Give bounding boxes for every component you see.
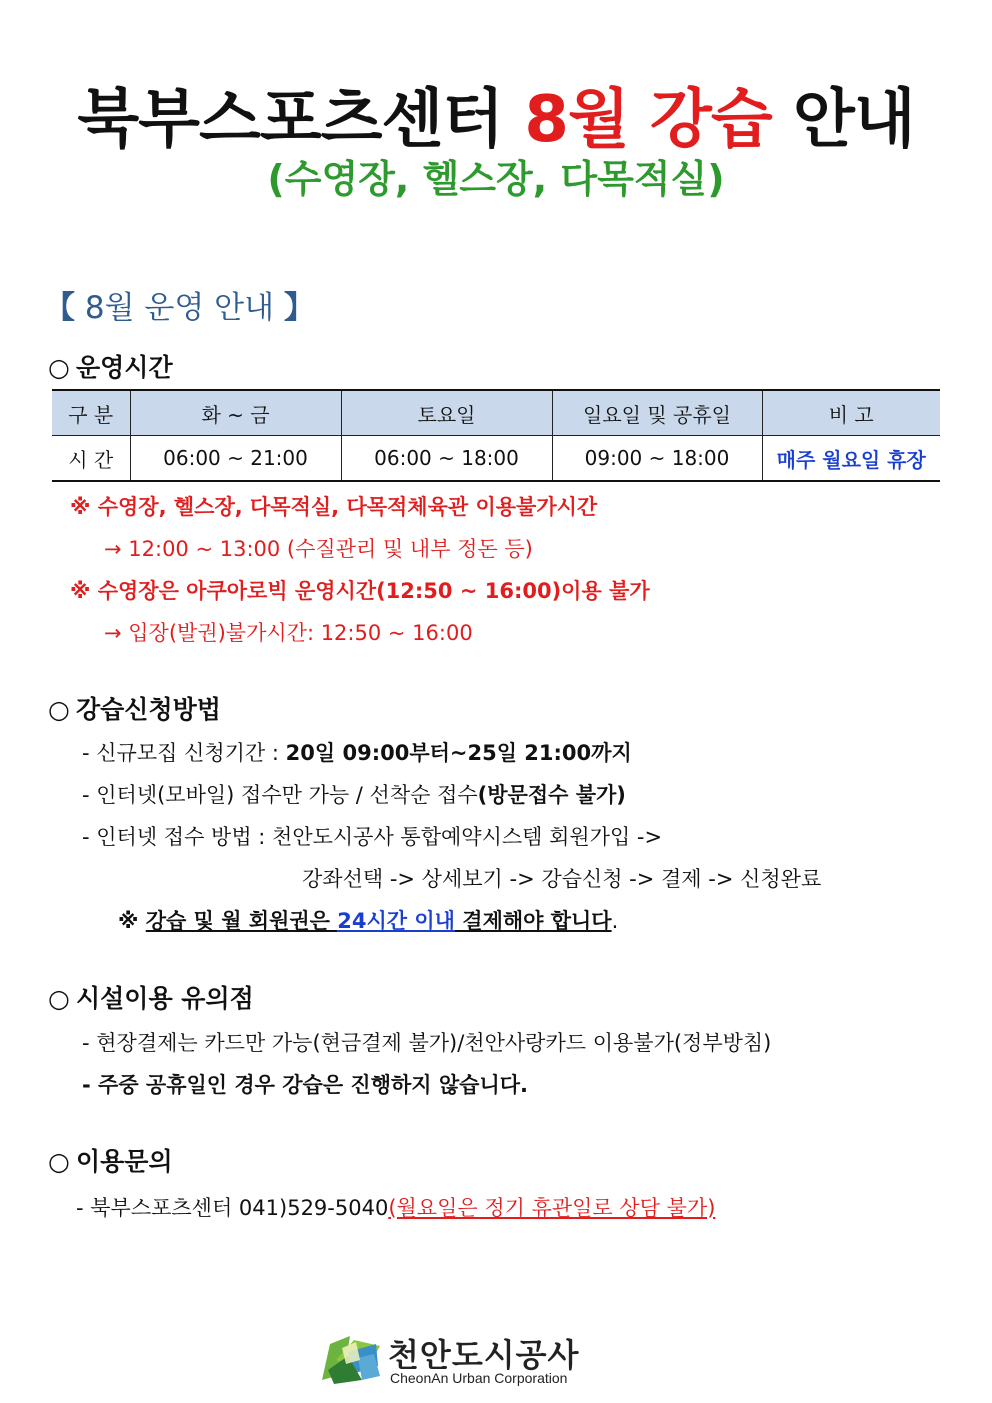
caution-line-2: - 주중 공휴일인 경우 강습은 진행하지 않습니다. [82,1073,528,1097]
circle-bullet-icon: ○ [48,695,70,724]
caution-line-1: - 현장결제는 카드만 가능(현금결제 불가)/천안사랑카드 이용불가(정부방침) [82,1031,772,1055]
table-cell: 06:00 ~ 18:00 [341,436,552,482]
hours-heading: ○ 운영시간 [48,353,173,382]
section-heading: 【 8월 운영 안내 】 [44,290,315,326]
cheonan-logo-icon [318,1330,384,1386]
hours-note-3: ※ 수영장은 아쿠아로빅 운영시간(12:50 ~ 16:00)이용 불가 [70,579,650,603]
apply-line-2: - 인터넷(모바일) 접수만 가능 / 선착순 접수(방문접수 불가) [82,783,626,807]
page-subtitle: (수영장, 헬스장, 다목적실) [267,157,725,201]
contact-heading: ○ 이용문의 [48,1147,173,1176]
title-tail: 안내 [792,83,915,157]
title-main: 북부스포츠센터 [77,83,504,157]
table-header-cell: 구 분 [52,390,130,436]
table-cell: 09:00 ~ 18:00 [552,436,762,482]
hours-note-1: ※ 수영장, 헬스장, 다목적실, 다목적체육관 이용불가시간 [70,495,598,519]
circle-bullet-icon: ○ [48,353,70,382]
table-cell: 06:00 ~ 21:00 [130,436,341,482]
table-header-cell: 화 ~ 금 [130,390,341,436]
hours-note-4: → 입장(발권)불가시간: 12:50 ~ 16:00 [104,621,473,645]
table-row [52,436,940,482]
circle-bullet-icon: ○ [48,1147,70,1176]
section-heading-text: 8월 운영 안내 [84,290,275,326]
table-header-row [52,390,940,436]
contact-line: - 북부스포츠센터 041)529-5040(월요일은 정기 휴관일로 상담 불가) [76,1196,716,1220]
table-header-cell: 토요일 [341,390,552,436]
apply-line-3: - 인터넷 접수 방법 : 천안도시공사 통합예약시스템 회원가입 -> [82,825,663,849]
apply-note: ※ 강습 및 월 회원권은 24시간 이내 결제해야 합니다. [118,909,619,933]
logo-name: 천안도시공사 [388,1336,580,1374]
apply-line-1: - 신규모집 신청기간 : 20일 09:00부터~25일 21:00까지 [82,741,632,765]
caution-heading: ○ 시설이용 유의점 [48,984,254,1013]
title-highlight: 8월 강습 [524,83,772,157]
page-title [0,68,992,160]
apply-line-4: 강좌선택 -> 상세보기 -> 강습신청 -> 결제 -> 신청완료 [302,867,822,891]
circle-bullet-icon: ○ [48,984,70,1013]
apply-heading: ○ 강습신청방법 [48,695,221,724]
logo-subtitle: CheonAn Urban Corporation [390,1370,568,1386]
table-header-cell: 일요일 및 공휴일 [552,390,762,436]
table-cell: 시 간 [52,436,130,482]
hours-note-2: → 12:00 ~ 13:00 (수질관리 및 내부 정돈 등) [104,537,533,561]
table-header-cell: 비 고 [762,390,940,436]
table-cell-remark: 매주 월요일 휴장 [762,436,940,482]
hours-table [52,389,940,482]
